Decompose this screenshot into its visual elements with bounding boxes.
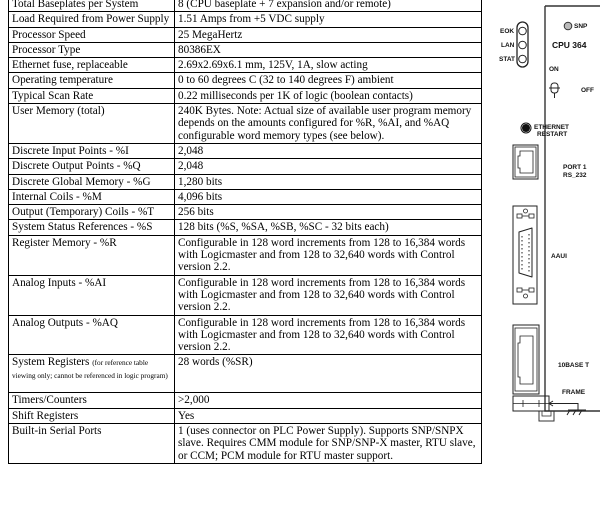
spec-value: 25 MegaHertz	[175, 27, 482, 42]
spec-value: Configurable in 128 word increments from 128 to 16,384 words with Logicmaster and from 128 to 32,640 words with Control version 2.2.	[175, 275, 482, 315]
spec-key-text: System Status References - %S	[12, 221, 153, 234]
frame-label: FRAME	[562, 389, 586, 396]
spec-value: 2,048	[175, 143, 482, 158]
spec-value: 4,096 bits	[175, 189, 482, 204]
spec-key-text: Discrete Output Points - %Q	[12, 160, 141, 173]
spec-value: 80386EX	[175, 42, 482, 57]
spec-key-text: Register Memory - %R	[12, 236, 117, 249]
spec-key-text: Discrete Input Points - %I	[12, 144, 129, 157]
spec-value: 1.51 Amps from +5 VDC supply	[175, 12, 482, 27]
rs232-port-icon	[513, 145, 538, 179]
spec-value: 8 (CPU baseplate + 7 expansion and/or remote)	[175, 0, 482, 12]
spec-key-note: (for reference table viewing only; cannot be referenced in logic program)	[12, 358, 168, 380]
spec-value: 0.22 milliseconds per 1K of logic (boolean contacts)	[175, 88, 482, 103]
spec-value: 1 (uses connector on PLC Power Supply). Supports SNP/SNPX slave. Requires CMM module for SNP/SNP-X master, RTU slave, or CCM; PCM module for RTU master support.	[175, 424, 482, 464]
spec-key-text: Ethernet fuse, replaceable	[12, 59, 128, 72]
aaui-connector-icon	[513, 206, 537, 304]
led-stat-icon	[519, 55, 527, 63]
spec-value: 2,048	[175, 159, 482, 174]
restart-label-line2: RESTART	[537, 131, 568, 138]
power-switch-icon	[549, 83, 560, 98]
ethernet-restart-label	[534, 124, 569, 138]
spec-key-text: Analog Inputs - %AI	[12, 276, 107, 289]
frame-ground-icon	[513, 396, 586, 415]
switch-on-label: ON	[549, 66, 559, 73]
10baset-port-icon	[513, 325, 539, 394]
spec-key-text: Operating temperature	[12, 74, 113, 87]
spec-value: 128 bits (%S, %SA, %SB, %SC - 32 bits each)	[175, 220, 482, 235]
spec-value: 0 to 60 degrees C (32 to 140 degrees F) ambient	[175, 73, 482, 88]
led-stat-label: STAT	[499, 56, 516, 63]
spec-value: Configurable in 128 word increments from 128 to 16,384 words with Logicmaster and from 128 to 32,640 words with Control version 2.2.	[175, 315, 482, 355]
port1-label-line1: PORT 1	[563, 164, 587, 171]
spec-key-text: Internal Coils - %M	[12, 190, 102, 203]
ethernet-restart-button-icon	[523, 125, 530, 132]
aaui-label: AAUI	[551, 253, 567, 260]
spec-key-text: Built-in Serial Ports	[12, 425, 102, 438]
spec-key-text: Shift Registers	[12, 409, 79, 422]
spec-key-text: Typical Scan Rate	[12, 89, 94, 102]
10baset-label: 10BASE T	[558, 362, 590, 369]
spec-key-text: Analog Outputs - %AQ	[12, 316, 118, 329]
spec-key-text: Timers/Counters	[12, 394, 87, 407]
spec-key-text: Total Baseplates per System	[12, 0, 139, 10]
port1-label-line2: RS_232	[563, 171, 587, 179]
spec-key-text: User Memory (total)	[12, 105, 105, 118]
spec-value: Yes	[175, 408, 482, 423]
switch-off-label: OFF	[581, 87, 594, 94]
led-lan-label: LAN	[501, 42, 515, 49]
spec-value: 256 bits	[175, 205, 482, 220]
led-lan-icon	[519, 41, 527, 49]
restart-label-line1: ETHERNET	[534, 124, 570, 131]
spec-key-text: System Registers	[12, 356, 90, 369]
spec-value: 1,280 bits	[175, 174, 482, 189]
led-snp-icon	[564, 22, 572, 30]
spec-key-text: Discrete Global Memory - %G	[12, 175, 151, 188]
spec-value: >2,000	[175, 393, 482, 408]
spec-value: 28 words (%SR)	[175, 355, 482, 393]
spec-key-text: Processor Speed	[12, 28, 86, 41]
spec-value: 240K Bytes. Note: Actual size of available user program memory depends on the amounts configured for %R, %AI, and %AQ configurable word memory types (see below).	[175, 104, 482, 144]
spec-key-text: Output (Temporary) Coils - %T	[12, 206, 155, 219]
spec-key-text: Load Required from Power Supply	[12, 13, 170, 26]
module-model-label: CPU 364	[552, 40, 587, 50]
led-eok-icon	[519, 27, 527, 35]
spec-value: Configurable in 128 word increments from 128 to 16,384 words with Logicmaster and from 128 to 32,640 words with Control version 2.2.	[175, 235, 482, 275]
spec-value: 2.69x2.69x6.1 mm, 125V, 1A, slow acting	[175, 58, 482, 73]
spec-key-text: Processor Type	[12, 43, 81, 56]
led-snp-label: SNP	[574, 23, 588, 30]
led-eok-label: EOK	[500, 28, 515, 35]
port1-label	[563, 164, 587, 179]
